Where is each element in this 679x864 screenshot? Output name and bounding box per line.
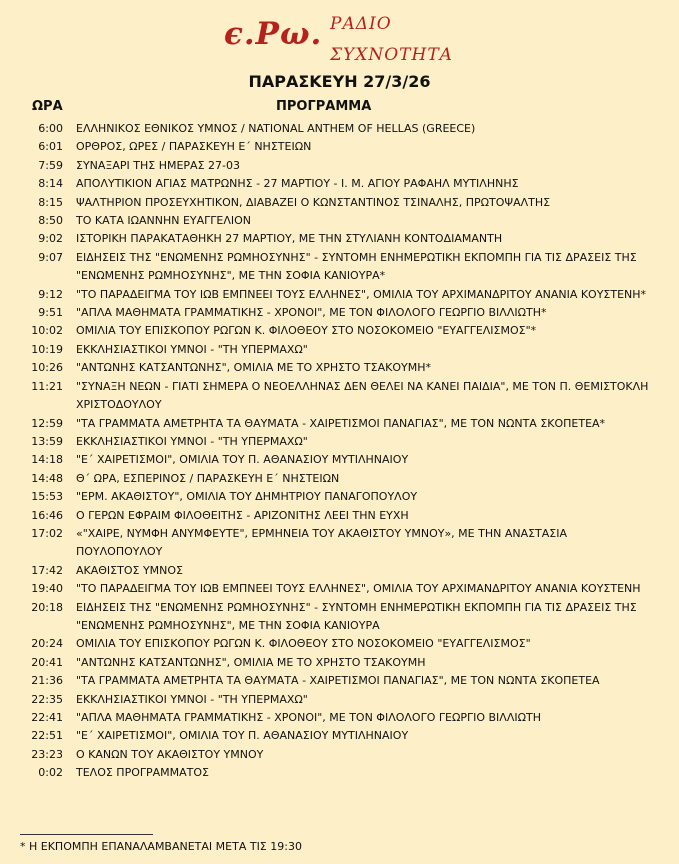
schedule-time: 22:35	[31, 692, 63, 706]
schedule-program: ΕΚΚΛΗΣΙΑΣΤΙΚΟΙ ΥΜΝΟΙ - "ΤΗ ΥΠΕΡΜΑΧΩ"	[76, 342, 308, 356]
schedule-time: 17:02	[31, 526, 63, 540]
schedule-program: "ΑΝΤΩΝΗΣ ΚΑΤΣΑΝΤΩΝΗΣ", ΟΜΙΛΙΑ ΜΕ ΤΟ ΧΡΗΣΤΟ ΤΣΑΚΟΥΜΗ	[76, 655, 426, 669]
schedule-row	[0, 599, 679, 636]
schedule-program: ΕΙΔΗΣΕΙΣ ΤΗΣ "ΕΝΩΜΕΝΗΣ ΡΩΜΗΟΣΥΝΗΣ" - ΣΥΝΤΟΜΗ ΕΝΗΜΕΡΩΤΙΚΗ ΕΚΠΟΜΠΗ ΓΙΑ ΤΙΣ ΔΡΑΣΕΙΣ ΤΗΣ "ΕΝΩΜΕΝΗΣ ΡΩΜΗΟΣΥΝΗΣ", ΜΕ ΤΗΝ ΣΟΦΙΑ ΚΑΝΙΟΥΡΑ	[76, 600, 637, 632]
schedule-row	[0, 249, 679, 286]
schedule-program: ΤΕΛΟΣ ΠΡΟΓΡΑΜΜΑΤΟΣ	[76, 766, 209, 780]
schedule-program: "ΑΝΤΩΝΗΣ ΚΑΤΣΑΝΤΩΝΗΣ", ΟΜΙΛΙΑ ΜΕ ΤΟ ΧΡΗΣΤΟ ΤΣΑΚΟΥΜΗ*	[76, 361, 431, 375]
schedule-row	[0, 764, 679, 782]
footnote-divider	[20, 834, 153, 835]
schedule-program: "ΑΠΛΑ ΜΑΘΗΜΑΤΑ ΓΡΑΜΜΑΤΙΚΗΣ - ΧΡΟΝΟΙ", ΜΕ ΤΟΝ ΦΙΛΟΛΟΓΟ ΓΕΩΡΓΙΟ ΒΙΛΛΙΩΤΗ*	[76, 306, 547, 320]
schedule-program: "Ε΄ ΧΑΙΡΕΤΙΣΜΟΙ", ΟΜΙΛΙΑ ΤΟΥ Π. ΑΘΑΝΑΣΙΟΥ ΜΥΤΙΛΗΝΑΙΟΥ	[76, 453, 409, 467]
schedule-time: 6:01	[38, 140, 63, 154]
column-header-program: ΠΡΟΓΡΑΜΜΑ	[276, 99, 372, 114]
logo-line-frequency: ΣΥΧΝΟΤΗΤΑ	[330, 45, 453, 65]
schedule-row	[0, 212, 679, 230]
schedule-time: 0:02	[38, 766, 63, 780]
schedule-program: Θ΄ ΩΡΑ, ΕΣΠΕΡΙΝΟΣ / ΠΑΡΑΣΚΕΥΗ Ε΄ ΝΗΣΤΕΙΩΝ	[76, 471, 340, 485]
schedule-row	[0, 230, 679, 248]
schedule-time: 10:02	[31, 324, 63, 338]
schedule-time: 9:02	[38, 232, 63, 246]
schedule-row	[0, 562, 679, 580]
schedule-row	[0, 359, 679, 377]
schedule-program: ΕΙΔΗΣΕΙΣ ΤΗΣ "ΕΝΩΜΕΝΗΣ ΡΩΜΗΟΣΥΝΗΣ" - ΣΥΝΤΟΜΗ ΕΝΗΜΕΡΩΤΙΚΗ ΕΚΠΟΜΠΗ ΓΙΑ ΤΙΣ ΔΡΑΣΕΙΣ ΤΗΣ "ΕΝΩΜΕΝΗΣ ΡΩΜΗΟΣΥΝΗΣ", ΜΕ ΤΗΝ ΣΟΦΙΑ ΚΑΝΙΟΥΡΑ*	[76, 250, 637, 283]
schedule-row	[0, 304, 679, 322]
schedule-program: ΕΚΚΛΗΣΙΑΣΤΙΚΟΙ ΥΜΝΟΙ - "ΤΗ ΥΠΕΡΜΑΧΩ"	[76, 434, 308, 448]
schedule-program: ΕΚΚΛΗΣΙΑΣΤΙΚΟΙ ΥΜΝΟΙ - "ΤΗ ΥΠΕΡΜΑΧΩ"	[76, 692, 308, 706]
schedule-row	[0, 120, 679, 138]
schedule-row	[0, 709, 679, 727]
schedule-program: ΨΑΛΤΗΡΙΟΝ ΠΡΟΣΕΥΧΗΤΙΚΟΝ, ΔΙΑΒΑΖΕΙ Ο ΚΩΝΣΤΑΝΤΙΝΟΣ ΤΣΙΝΑΛΗΣ, ΠΡΩΤΟΨΑΛΤΗΣ	[76, 195, 551, 209]
schedule-program: "ΤΑ ΓΡΑΜΜΑΤΑ ΑΜΕΤΡΗΤΑ ΤΑ ΘΑΥΜΑΤΑ - ΧΑΙΡΕΤΙΣΜΟΙ ΠΑΝΑΓΙΑΣ", ΜΕ ΤΟΝ ΝΩΝΤΑ ΣΚΟΠΕΤΕΑ	[76, 674, 600, 688]
schedule-time: 15:53	[31, 490, 63, 504]
schedule-row	[0, 654, 679, 672]
schedule-row	[0, 451, 679, 469]
schedule-row	[0, 746, 679, 764]
schedule-row	[0, 672, 679, 690]
schedule-list	[0, 120, 679, 783]
schedule-time: 7:59	[38, 158, 63, 172]
schedule-program: "ΤΑ ΓΡΑΜΜΑΤΑ ΑΜΕΤΡΗΤΑ ΤΑ ΘΑΥΜΑΤΑ - ΧΑΙΡΕΤΙΣΜΟΙ ΠΑΝΑΓΙΑΣ", ΜΕ ΤΟΝ ΝΩΝΤΑ ΣΚΟΠΕΤΕΑ*	[76, 416, 606, 430]
schedule-program: "ΑΠΛΑ ΜΑΘΗΜΑΤΑ ΓΡΑΜΜΑΤΙΚΗΣ - ΧΡΟΝΟΙ", ΜΕ ΤΟΝ ΦΙΛΟΛΟΓΟ ΓΕΩΡΓΙΟ ΒΙΛΛΙΩΤΗ	[76, 711, 541, 724]
schedule-program: ΑΚΑΘΙΣΤΟΣ ΥΜΝΟΣ	[76, 563, 183, 577]
schedule-time: 17:42	[31, 563, 63, 577]
schedule-row	[0, 175, 679, 193]
schedule-time: 9:51	[38, 306, 63, 320]
schedule-program: Ο ΓΕΡΩΝ ΕΦΡΑΙΜ ΦΙΛΟΘΕΙΤΗΣ - ΑΡΙΖΟΝΙΤΗΣ ΛΕΕΙ ΤΗΝ ΕΥΧΗ	[76, 508, 409, 522]
schedule-row	[0, 138, 679, 156]
schedule-time: 14:48	[31, 471, 63, 485]
schedule-time: 8:14	[38, 177, 63, 191]
schedule-program: «"ΧΑΙΡΕ, ΝΥΜΦΗ ΑΝΥΜΦΕΥΤΕ", ΕΡΜΗΝΕΙΑ ΤΟΥ ΑΚΑΘΙΣΤΟΥ ΥΜΝΟΥ», ΜΕ ΤΗΝ ΑΝΑΣΤΑΣΙΑ ΠΟΥΛΟΠΟΥΛΟΥ	[76, 526, 568, 559]
schedule-time: 13:59	[31, 434, 63, 448]
schedule-row	[0, 194, 679, 212]
schedule-row	[0, 157, 679, 175]
schedule-time: 22:51	[31, 729, 63, 743]
schedule-program: ΤΟ ΚΑΤΑ ΙΩΑΝΝΗΝ ΕΥΑΓΓΕΛΙΟΝ	[76, 214, 252, 228]
schedule-row	[0, 378, 679, 415]
schedule-row	[0, 691, 679, 709]
schedule-time: 20:24	[31, 637, 63, 651]
column-header-time: ΩΡΑ	[32, 99, 63, 114]
schedule-program: "ΤΟ ΠΑΡΑΔΕΙΓΜΑ ΤΟΥ ΙΩΒ ΕΜΠΝΕΕΙ ΤΟΥΣ ΕΛΛΗΝΕΣ", ΟΜΙΛΙΑ ΤΟΥ ΑΡΧΙΜΑΝΔΡΙΤΟΥ ΑΝΑΝΙΑ ΚΟΥΣΤΕΝΗ*	[76, 287, 647, 301]
schedule-time: 12:59	[31, 416, 63, 430]
station-logo: ϵ.Ρω.	[224, 16, 323, 52]
schedule-time: 22:41	[31, 711, 63, 724]
schedule-program: ΕΛΛΗΝΙΚΟΣ ΕΘΝΙΚΟΣ ΥΜΝΟΣ / NATIONAL ANTHEM OF HELLAS (GREECE)	[76, 122, 476, 135]
schedule-program: "ΣΥΝΑΞΗ ΝΕΩΝ - ΓΙΑΤΙ ΣΗΜΕΡΑ Ο ΝΕΟΕΛΛΗΝΑΣ ΔΕΝ ΘΕΛΕΙ ΝΑ ΚΑΝΕΙ ΠΑΙΔΙΑ", ΜΕ ΤΟΝ Π. ΘΕΜΙΣΤΟΚΛΗ ΧΡΙΣΤΟΔΟΥΛΟΥ	[76, 379, 649, 412]
schedule-time: 11:21	[31, 379, 63, 393]
schedule-time: 23:23	[31, 747, 63, 761]
schedule-program: ΑΠΟΛΥΤΙΚΙΟΝ ΑΓΙΑΣ ΜΑΤΡΩΝΗΣ - 27 ΜΑΡΤΙΟΥ - Ι. Μ. ΑΓΙΟΥ ΡΑΦΑΗΛ ΜΥΤΙΛΗΝΗΣ	[76, 177, 519, 191]
schedule-program: Ο ΚΑΝΩΝ ΤΟΥ ΑΚΑΘΙΣΤΟΥ ΥΜΝΟΥ	[76, 747, 264, 761]
schedule-time: 8:15	[38, 195, 63, 209]
schedule-time: 20:18	[31, 600, 63, 614]
schedule-row	[0, 507, 679, 525]
schedule-program: ΟΜΙΛΙΑ ΤΟΥ ΕΠΙΣΚΟΠΟΥ ΡΩΓΩΝ Κ. ΦΙΛΟΘΕΟΥ ΣΤΟ ΝΟΣΟΚΟΜΕΙΟ "ΕΥΑΓΓΕΛΙΣΜΟΣ"	[76, 637, 531, 651]
schedule-time: 9:07	[38, 250, 63, 264]
schedule-program: "ΕΡΜ. ΑΚΑΘΙΣΤΟΥ", ΟΜΙΛΙΑ ΤΟΥ ΔΗΜΗΤΡΙΟΥ ΠΑΝΑΓΟΠΟΥΛΟΥ	[76, 490, 418, 504]
schedule-time: 21:36	[31, 674, 63, 688]
schedule-program: ΣΥΝΑΞΑΡΙ ΤΗΣ ΗΜΕΡΑΣ 27-03	[76, 158, 240, 172]
schedule-row	[0, 635, 679, 653]
schedule-row	[0, 322, 679, 340]
schedule-program: ΙΣΤΟΡΙΚΗ ΠΑΡΑΚΑΤΑΘΗΚΗ 27 ΜΑΡΤΙΟΥ, ΜΕ ΤΗΝ ΣΤΥΛΙΑΝΗ ΚΟΝΤΟΔΙΑΜΑΝΤΗ	[76, 232, 503, 246]
schedule-program: ΟΜΙΛΙΑ ΤΟΥ ΕΠΙΣΚΟΠΟΥ ΡΩΓΩΝ Κ. ΦΙΛΟΘΕΟΥ ΣΤΟ ΝΟΣΟΚΟΜΕΙΟ "ΕΥΑΓΓΕΛΙΣΜΟΣ"*	[76, 324, 537, 338]
page-title: ΠΑΡΑΣΚΕΥΗ 27/3/26	[248, 72, 431, 91]
header	[0, 0, 679, 70]
logo-line-radio: ΡΑΔΙΟ	[330, 14, 392, 34]
footnote: * Η ΕΚΠΟΜΠΗ ΕΠΑΝΑΛΑΜΒΑΝΕΤΑΙ ΜΕΤΑ ΤΙΣ 19:30	[20, 840, 302, 853]
schedule-time: 14:18	[31, 453, 63, 467]
schedule-time: 16:46	[31, 508, 63, 522]
schedule-time: 10:19	[31, 342, 63, 356]
schedule-row	[0, 525, 679, 562]
schedule-time: 10:26	[31, 361, 63, 375]
schedule-row	[0, 488, 679, 506]
schedule-time: 8:50	[38, 214, 63, 228]
schedule-row	[0, 341, 679, 359]
schedule-time: 19:40	[31, 582, 63, 596]
schedule-row	[0, 470, 679, 488]
schedule-row	[0, 286, 679, 304]
schedule-time: 9:12	[38, 287, 63, 301]
schedule-row	[0, 727, 679, 745]
schedule-program: ΟΡΘΡΟΣ, ΩΡΕΣ / ΠΑΡΑΣΚΕΥΗ Ε΄ ΝΗΣΤΕΙΩΝ	[76, 140, 312, 154]
schedule-program: "Ε΄ ΧΑΙΡΕΤΙΣΜΟΙ", ΟΜΙΛΙΑ ΤΟΥ Π. ΑΘΑΝΑΣΙΟΥ ΜΥΤΙΛΗΝΑΙΟΥ	[76, 729, 409, 743]
schedule-row	[0, 415, 679, 433]
schedule-row	[0, 433, 679, 451]
schedule-program: "ΤΟ ΠΑΡΑΔΕΙΓΜΑ ΤΟΥ ΙΩΒ ΕΜΠΝΕΕΙ ΤΟΥΣ ΕΛΛΗΝΕΣ", ΟΜΙΛΙΑ ΤΟΥ ΑΡΧΙΜΑΝΔΡΙΤΟΥ ΑΝΑΝΙΑ ΚΟΥΣΤΕΝΗ	[76, 582, 641, 596]
schedule-time: 20:41	[31, 655, 63, 669]
schedule-time: 6:00	[38, 122, 63, 135]
schedule-row	[0, 580, 679, 598]
